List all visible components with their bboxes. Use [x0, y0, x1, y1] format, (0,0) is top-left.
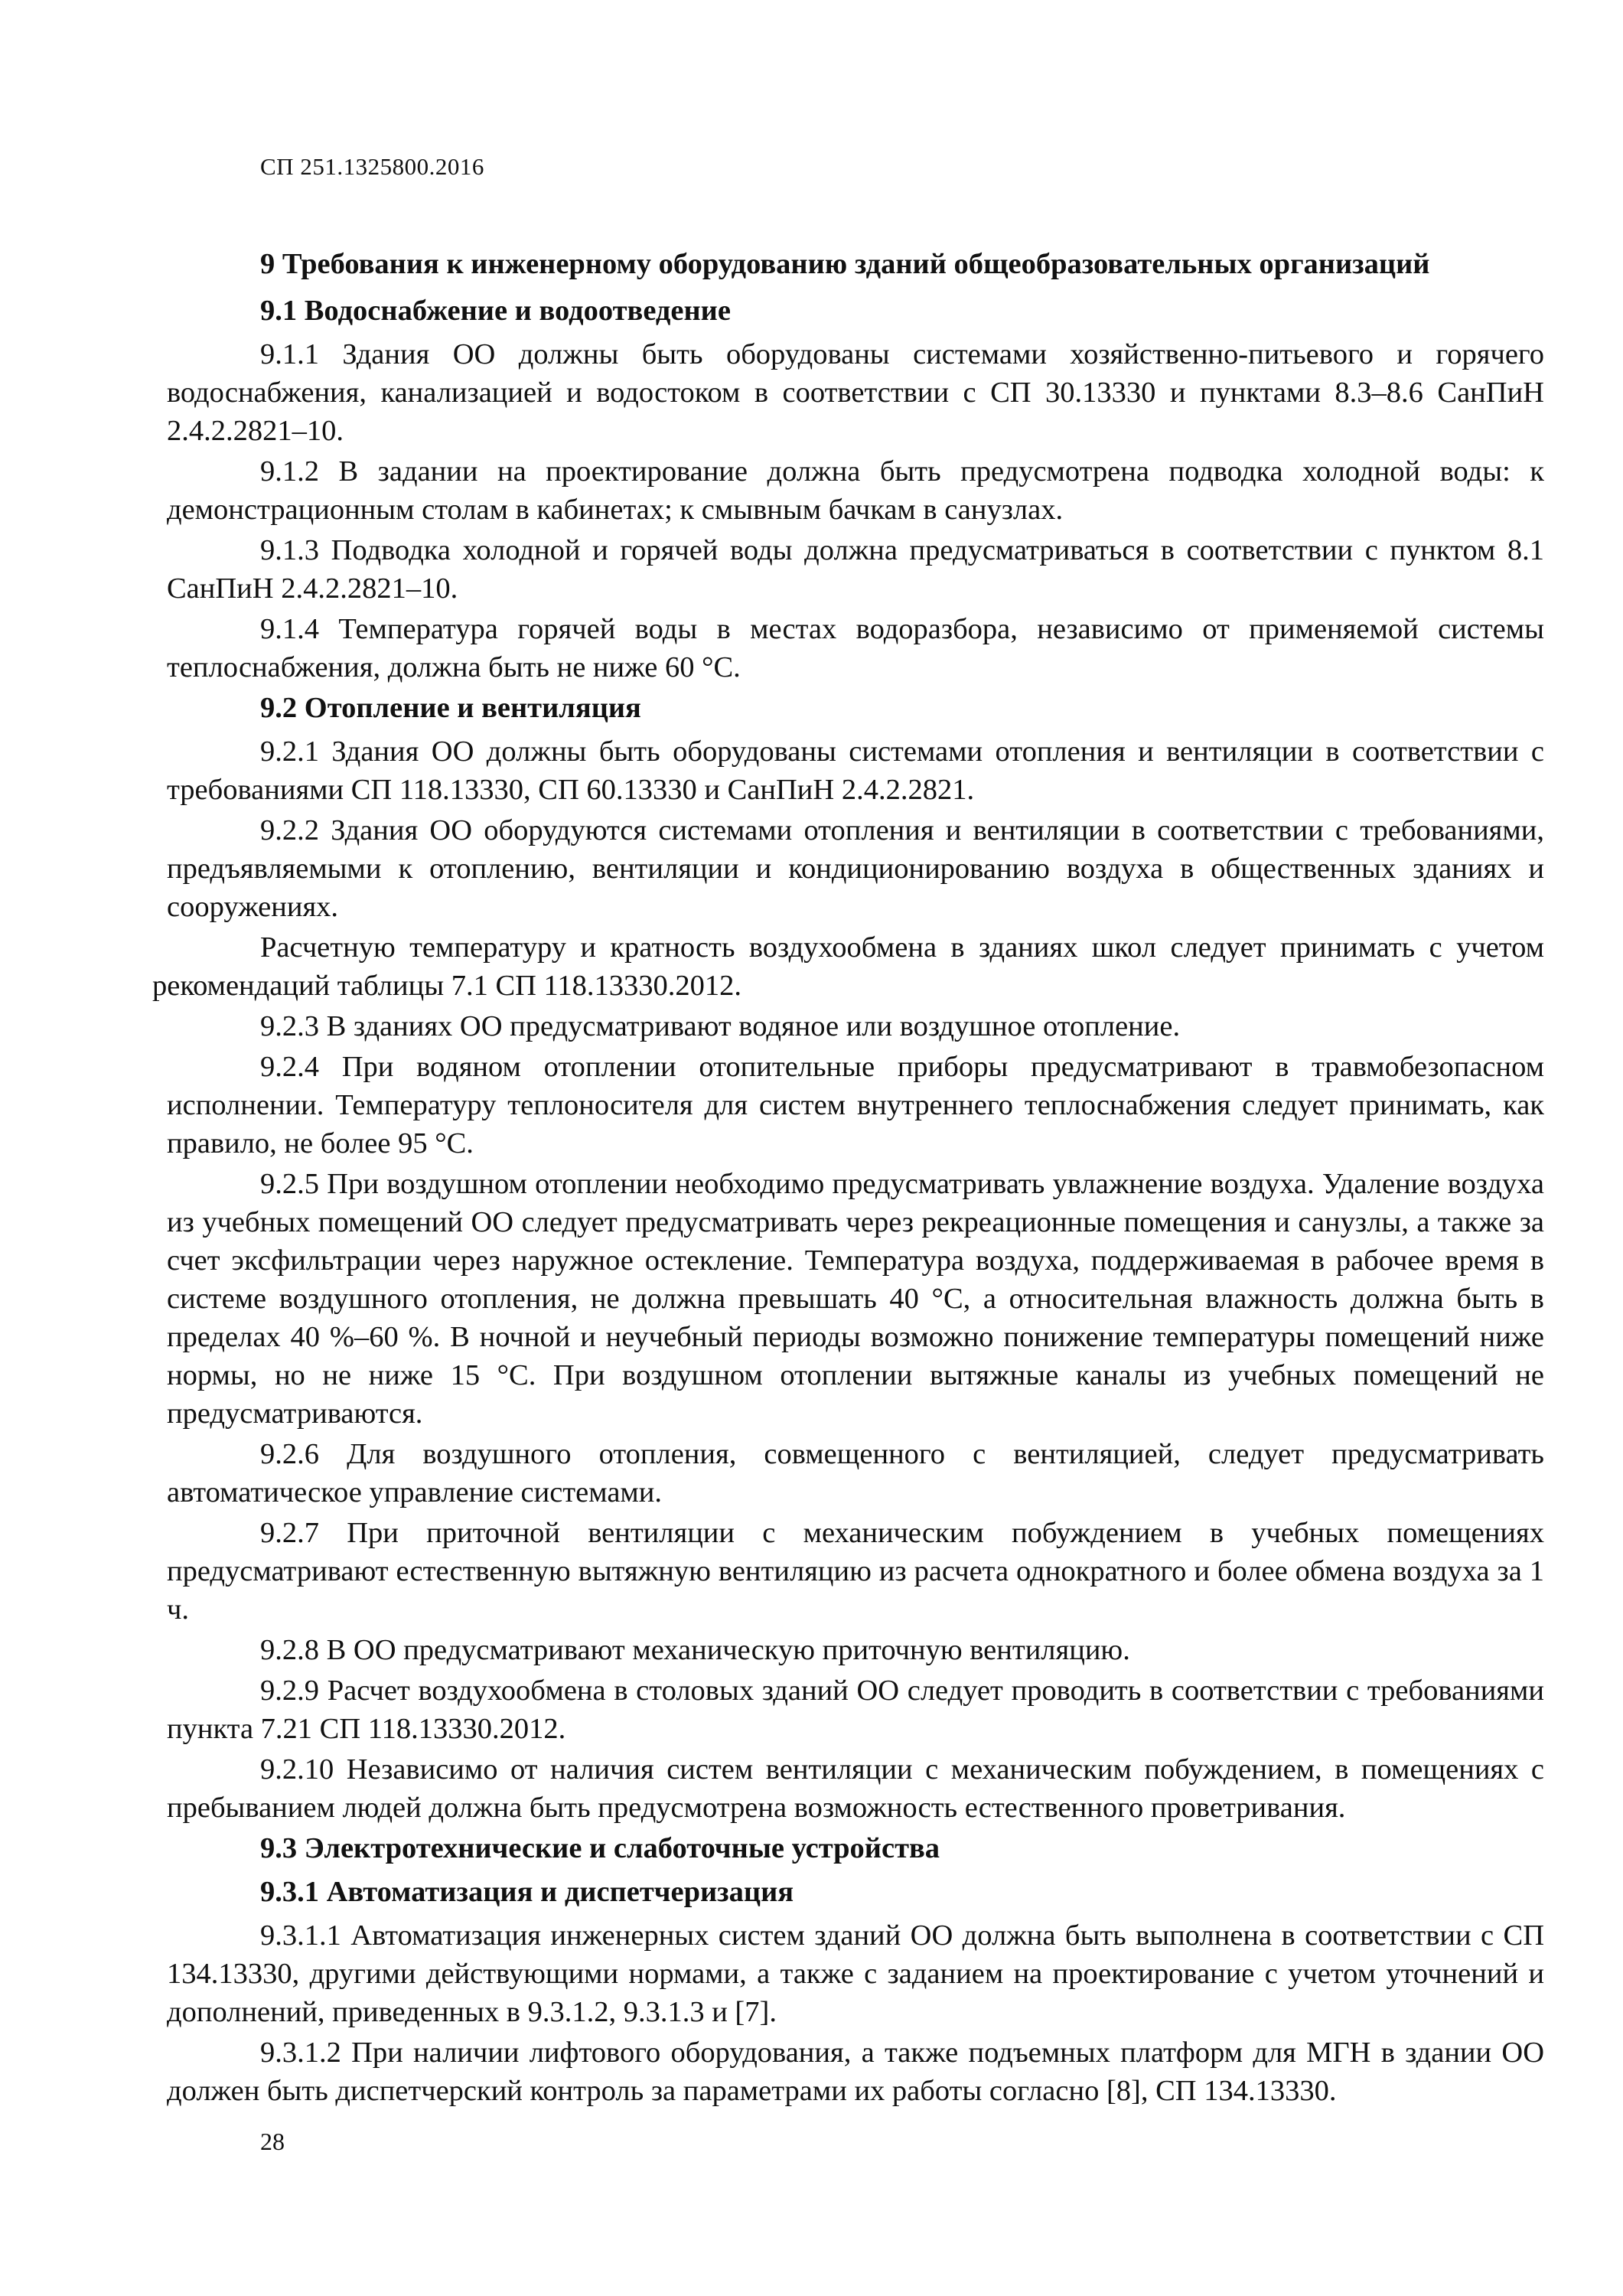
subsection-heading: 9.1 Водоснабжение и водоотведение: [260, 295, 731, 327]
subsection-heading: 9.3 Электротехнические и слаботочные устройства: [260, 1832, 940, 1864]
clause-paragraph: 9.3.1.1 Автоматизация инженерных систем зданий ОО должна быть выполнена в соответствии с СП 134.13330, другими действующими нормами, а также с заданием на проектирование с учетом уточнений и дополнений, приведенных в 9.3.1.2, 9.3.1.3 и [7].: [167, 1919, 1544, 2028]
clause-paragraph: 9.2.2 Здания ОО оборудуются системами отопления и вентиляции в соответствии с требованиями, предъявляемыми к отоплению, вентиляции и кондиционированию воздуха в общественных зданиях и сооружениях.: [167, 814, 1544, 923]
clause-paragraph: 9.2.10 Независимо от наличия систем вентиляции с механическим побуждением, в помещениях с пребыванием людей должна быть предусмотрена возможность естественного проветривания.: [167, 1753, 1544, 1824]
clause-paragraph: Расчетную температуру и кратность воздухообмена в зданиях школ следует принимать с учетом рекомендаций таблицы 7.1 СП 118.13330.2012.: [152, 931, 1544, 1002]
clause-paragraph: 9.2.7 При приточной вентиляции с механическим побуждением в учебных помещениях предусматривают естественную вытяжную вентиляцию из расчета однократного и более обмена воздуха за 1 ч.: [167, 1517, 1544, 1626]
clause-paragraph: 9.2.6 Для воздушного отопления, совмещенного с вентиляцией, следует предусматривать автоматическое управление системами.: [167, 1438, 1544, 1508]
section-heading: 9 Требования к инженерному оборудованию зданий общеобразовательных организаций: [260, 248, 1430, 280]
clause-paragraph: 9.3.1.2 При наличии лифтового оборудования, а также подъемных платформ для МГН в здании ОО должен быть диспетчерский контроль за параметрами их работы согласно [8], СП 134.13330.: [167, 2037, 1544, 2107]
clause-paragraph: 9.2.4 При водяном отоплении отопительные приборы предусматривают в травмобезопасном исполнении. Температуру теплоносителя для систем внутреннего теплоснабжения следует принимать, как правило, не более 95 °С.: [167, 1051, 1544, 1159]
clause-paragraph: 9.2.3 В зданиях ОО предусматривают водяное или воздушное отопление.: [260, 1010, 1181, 1042]
clause-paragraph: 9.1.2 В задании на проектирование должна быть предусмотрена подводка холодной воды: к демонстрационным столам в кабинетах; к смывным бачкам в санузлах.: [167, 455, 1544, 526]
clause-paragraph: 9.1.4 Температура горячей воды в местах водоразбора, независимо от применяемой системы теплоснабжения, должна быть не ниже 60 °С.: [167, 613, 1544, 683]
clause-paragraph: 9.2.5 При воздушном отоплении необходимо предусматривать увлажнение воздуха. Удаление воздуха из учебных помещений ОО следует предусматривать через рекреационные помещения и санузлы, а также за счет эксфильтрации через наружное остекление. Температура воздуха, поддерживаемая в рабочее время в системе воздушного отопления, не должна превышать 40 °С, а относительная влажность должна быть в пределах 40 %–60 %. В ночной и неучебный периоды возможно понижение температуры помещений ниже нормы, но не ниже 15 °С. При воздушном отоплении вытяжные каналы из учебных помещений не предусматриваются.: [167, 1168, 1544, 1430]
subsection-heading: 9.2 Отопление и вентиляция: [260, 692, 641, 724]
clause-paragraph: 9.2.9 Расчет воздухообмена в столовых зданий ОО следует проводить в соответствии с требованиями пункта 7.21 СП 118.13330.2012.: [167, 1675, 1544, 1745]
clause-paragraph: 9.2.1 Здания ОО должны быть оборудованы системами отопления и вентиляции в соответствии с требованиями СП 118.13330, СП 60.13330 и СанПиН 2.4.2.2821.: [167, 735, 1544, 806]
document-code: СП 251.1325800.2016: [260, 153, 484, 180]
clause-paragraph: 9.1.3 Подводка холодной и горячей воды должна предусматриваться в соответствии с пунктом 8.1 СанПиН 2.4.2.2821–10.: [167, 534, 1544, 605]
page-number: 28: [260, 2128, 285, 2155]
clause-paragraph: 9.2.8 В ОО предусматривают механическую приточную вентиляцию.: [260, 1634, 1130, 1666]
subsection-heading: 9.3.1 Автоматизация и диспетчеризация: [260, 1876, 794, 1908]
clause-paragraph: 9.1.1 Здания ОО должны быть оборудованы системами хозяйственно-питьевого и горячего водоснабжения, канализацией и водостоком в соответствии с СП 30.13330 и пунктами 8.3–8.6 СанПиН 2.4.2.2821–10.: [167, 338, 1544, 447]
document-body: [152, 245, 1544, 2112]
